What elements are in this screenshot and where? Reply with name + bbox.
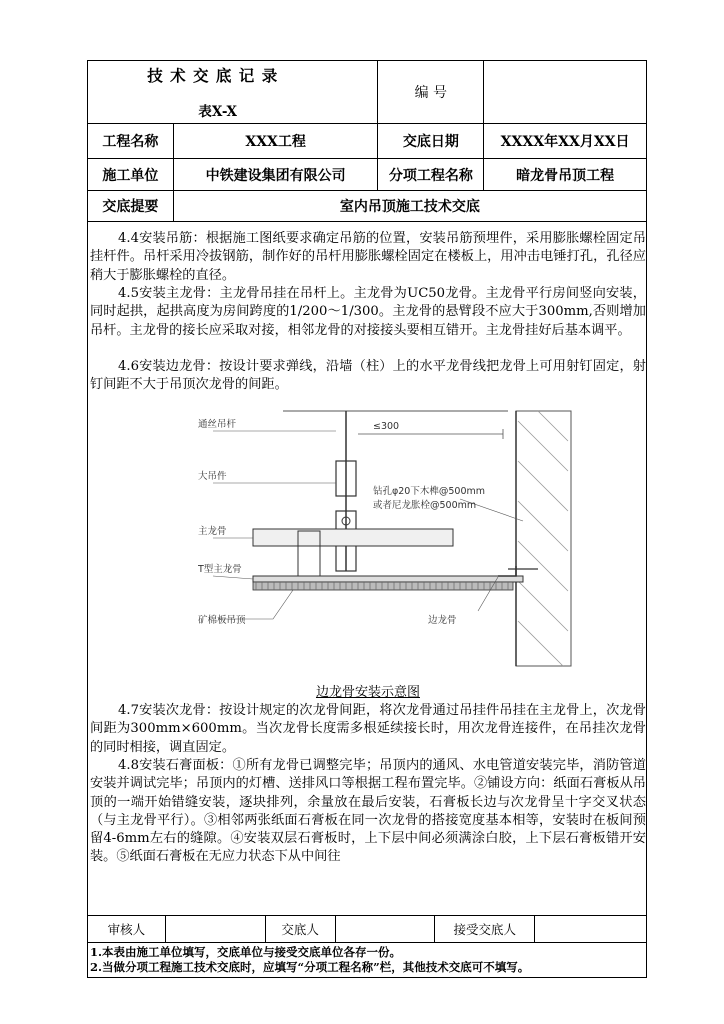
label-drill-1: 钻孔φ20下木榫@500mm (373, 486, 485, 497)
receiver-field[interactable] (535, 916, 647, 943)
diagram-caption: 边龙骨安装示意图 (315, 685, 420, 700)
paragraph-4-5: 4.5安装主龙骨：主龙骨吊挂在吊杆上。主龙骨为UC50龙骨。主龙骨平行房间竖向安装，同时起拱，起拱高度为房间跨度的1/200～1/300。主龙骨的悬臂段不应大于300mm,否则增加吊杆。主龙骨的接长应采取对接，相邻龙骨的对接接头要相互错开。主龙骨挂好后基本调平。 (90, 286, 646, 338)
date-label: 交底日期 (378, 124, 484, 159)
label-hanger: 大吊件 (198, 471, 227, 482)
reviewer-label: 审核人 (88, 916, 166, 943)
page-subtitle: 表X-X (198, 104, 238, 120)
discloser-field[interactable] (335, 916, 435, 943)
paragraph-4-4: 4.4安装吊筋：根据施工图纸要求确定吊筋的位置，安装吊筋预埋件，采用膨胀螺栓固定吊挂杆件。吊杆采用冷拔钢筋，制作好的吊杆用膨胀螺栓固定在楼板上，用冲击电锤打孔，孔径应稍大于膨胀螺栓的直径。 (90, 231, 646, 283)
discloser-label: 交底人 (265, 916, 335, 943)
paragraph-4-6: 4.6安装边龙骨：按设计要求弹线，沿墙（柱）上的水平龙骨线把龙骨上可用射钉固定，射钉间距不大于吊顶次龙骨的间距。 (90, 359, 646, 393)
project-name-label: 工程名称 (88, 124, 174, 159)
construction-unit-value: 中铁建设集团有限公司 (173, 159, 378, 191)
label-rod: 通丝吊杆 (198, 419, 237, 430)
dimension-label: ≤300 (373, 421, 400, 432)
label-t-keel: T型主龙骨 (198, 564, 242, 575)
wall (516, 411, 571, 666)
paragraph-4-8: 4.8安装石膏面板：①所有龙骨已调整完毕；吊顶内的通风、水电管道安装完毕，消防管道安装并调试完毕；吊顶内的灯槽、送排风口等根据工程布置完毕。②铺设方向：纸面石膏板从吊顶的一端开始错缝安装，逐块排列，余量放在最后安装，石膏板长边与次龙骨呈十字交叉状态（与主龙骨平行）。③相邻两张纸面石膏板在同一次龙骨的搭接宽度基本相等，安装时在板间预留4-6mm左右的缝隙。④安装双层石膏板时，上下层中间必须满涂白胶，上下层石膏板错开安装。⑤纸面石膏板在无应力状态下从中间往 (90, 758, 646, 865)
sub-project-value: 暗龙骨吊顶工程 (484, 159, 647, 191)
summary-label: 交底提要 (88, 191, 174, 222)
technical-disclosure-sheet (87, 53, 649, 974)
receiver-label: 接受交底人 (435, 916, 535, 943)
label-board: 矿棉板吊顶 (198, 615, 246, 626)
title-cell (88, 61, 378, 124)
project-name-value: XXX工程 (173, 124, 378, 159)
footer-notes (87, 942, 647, 978)
edge-keel (498, 566, 516, 576)
main-keel (253, 529, 453, 546)
number-value (484, 61, 647, 124)
signature-table (87, 915, 647, 943)
label-main-keel: 主龙骨 (198, 526, 227, 537)
construction-unit-label: 施工单位 (88, 159, 174, 191)
number-label: 编 号 (378, 61, 484, 124)
note-1: 1.本表由施工单位填写，交底单位与接受交底单位各存一份。 (90, 945, 402, 959)
label-drill-2: 或者尼龙胀栓@500mm (373, 500, 477, 511)
note-2: 2.当做分项工程施工技术交底时，应填写“分项工程名称”栏，其他技术交底可不填写。 (90, 960, 530, 974)
header-table (87, 60, 647, 222)
edge-keel-diagram (198, 401, 578, 671)
t-keel (253, 576, 523, 582)
summary-value: 室内吊顶施工技术交底 (173, 191, 646, 222)
page-title: 技 术 交 底 记 录 (147, 66, 279, 85)
sub-project-label: 分项工程名称 (378, 159, 484, 191)
date-value: XXXX年XX月XX日 (484, 124, 647, 159)
paragraph-4-7: 4.7安装次龙骨：按设计规定的次龙骨间距，将次龙骨通过吊挂件吊挂在主龙骨上，次龙骨间距为300mm×600mm。当次龙骨长度需多根延续接长时，用次龙骨连接件，在吊挂次龙骨的同时相接，调直固定。 (90, 703, 646, 755)
content-area (87, 221, 647, 915)
reviewer-field[interactable] (165, 916, 265, 943)
label-edge-keel: 边龙骨 (428, 615, 457, 626)
